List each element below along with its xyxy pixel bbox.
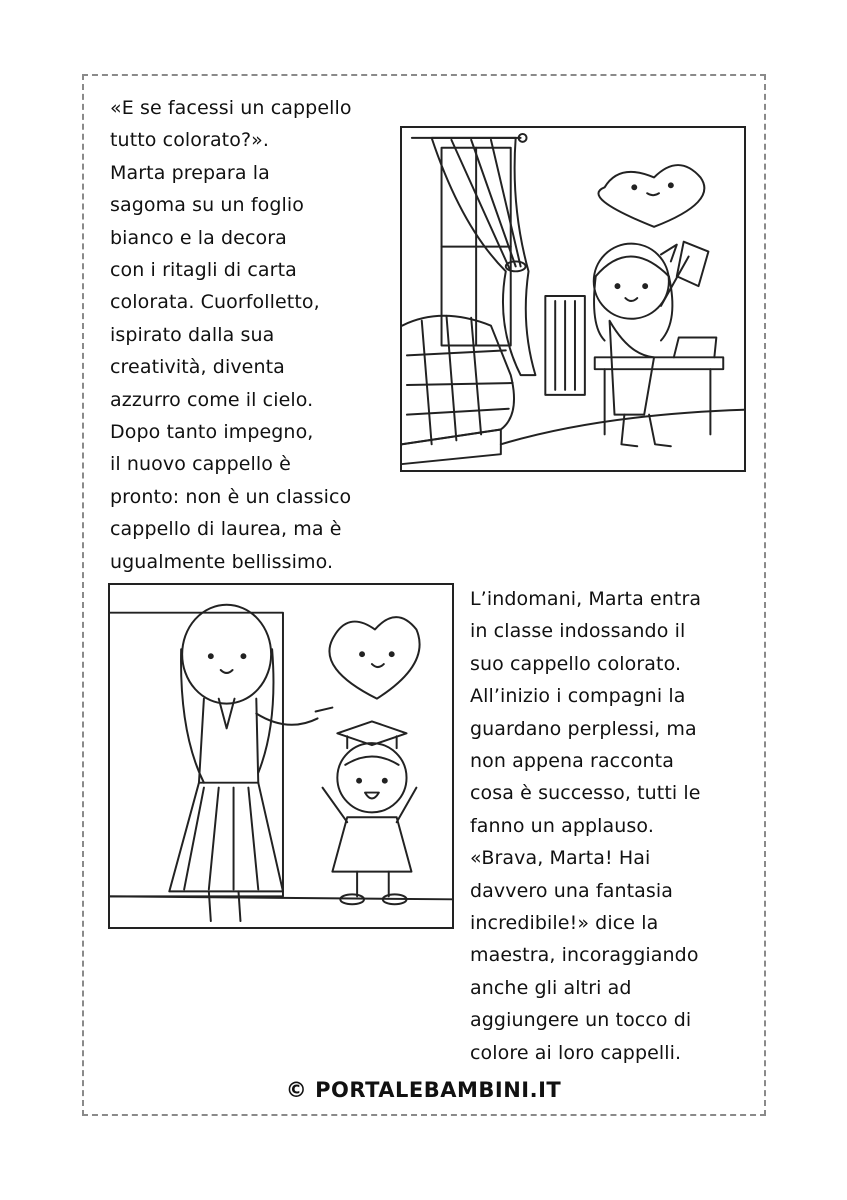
text-line: All’inizio i compagni la: [470, 685, 686, 708]
illustration-classroom: [108, 583, 454, 929]
text-line: davvero una fantasia: [470, 879, 673, 902]
text-line: colorata. Cuorfolletto,: [110, 291, 320, 314]
text-line: aggiungere un tocco di: [470, 1009, 692, 1032]
story-paragraph-1: [110, 92, 352, 578]
text-line: bianco e la decora: [110, 226, 287, 249]
text-line: guardano perplessi, ma: [470, 717, 697, 740]
text-line: cosa è successo, tutti le: [470, 782, 701, 805]
coloring-drawing-bedroom: [402, 128, 744, 470]
illustration-marta-drawing: [400, 126, 746, 472]
text-line: ispirato dalla sua: [110, 323, 275, 346]
text-line: con i ritagli di carta: [110, 259, 297, 282]
text-line: L’indomani, Marta entra: [470, 588, 702, 610]
text-line: pronto: non è un classico: [110, 485, 352, 508]
text-line: azzurro come il cielo.: [110, 388, 314, 411]
text-line: maestra, incoraggiando: [470, 944, 699, 967]
text-line: Dopo tanto impegno,: [110, 421, 314, 444]
text-line: suo cappello colorato.: [470, 652, 682, 675]
story-paragraph-2: [470, 583, 701, 1069]
text-line: sagoma su un foglio: [110, 194, 304, 217]
coloring-drawing-classroom: [110, 585, 452, 927]
text-line: non appena racconta: [470, 750, 674, 773]
text-line: il nuovo cappello è: [110, 453, 291, 476]
text-line: creatività, diventa: [110, 356, 285, 379]
text-line: Marta prepara la: [110, 161, 270, 184]
text-line: tutto colorato?».: [110, 129, 270, 152]
text-line: incredibile!» dice la: [470, 912, 659, 935]
text-line: in classe indossando il: [470, 620, 686, 643]
text-line: anche gli altri ad: [470, 976, 632, 999]
text-line: cappello di laurea, ma è: [110, 518, 342, 541]
text-line: «Brava, Marta! Hai: [470, 847, 651, 870]
text-line: ugualmente bellissimo.: [110, 550, 334, 573]
text-line: «E se facessi un cappello: [110, 97, 352, 119]
text-line: colore ai loro cappelli.: [470, 1041, 682, 1064]
text-line: fanno un applauso.: [470, 814, 654, 837]
copyright-footer: © PORTALEBAMBINI.IT: [285, 1078, 562, 1102]
